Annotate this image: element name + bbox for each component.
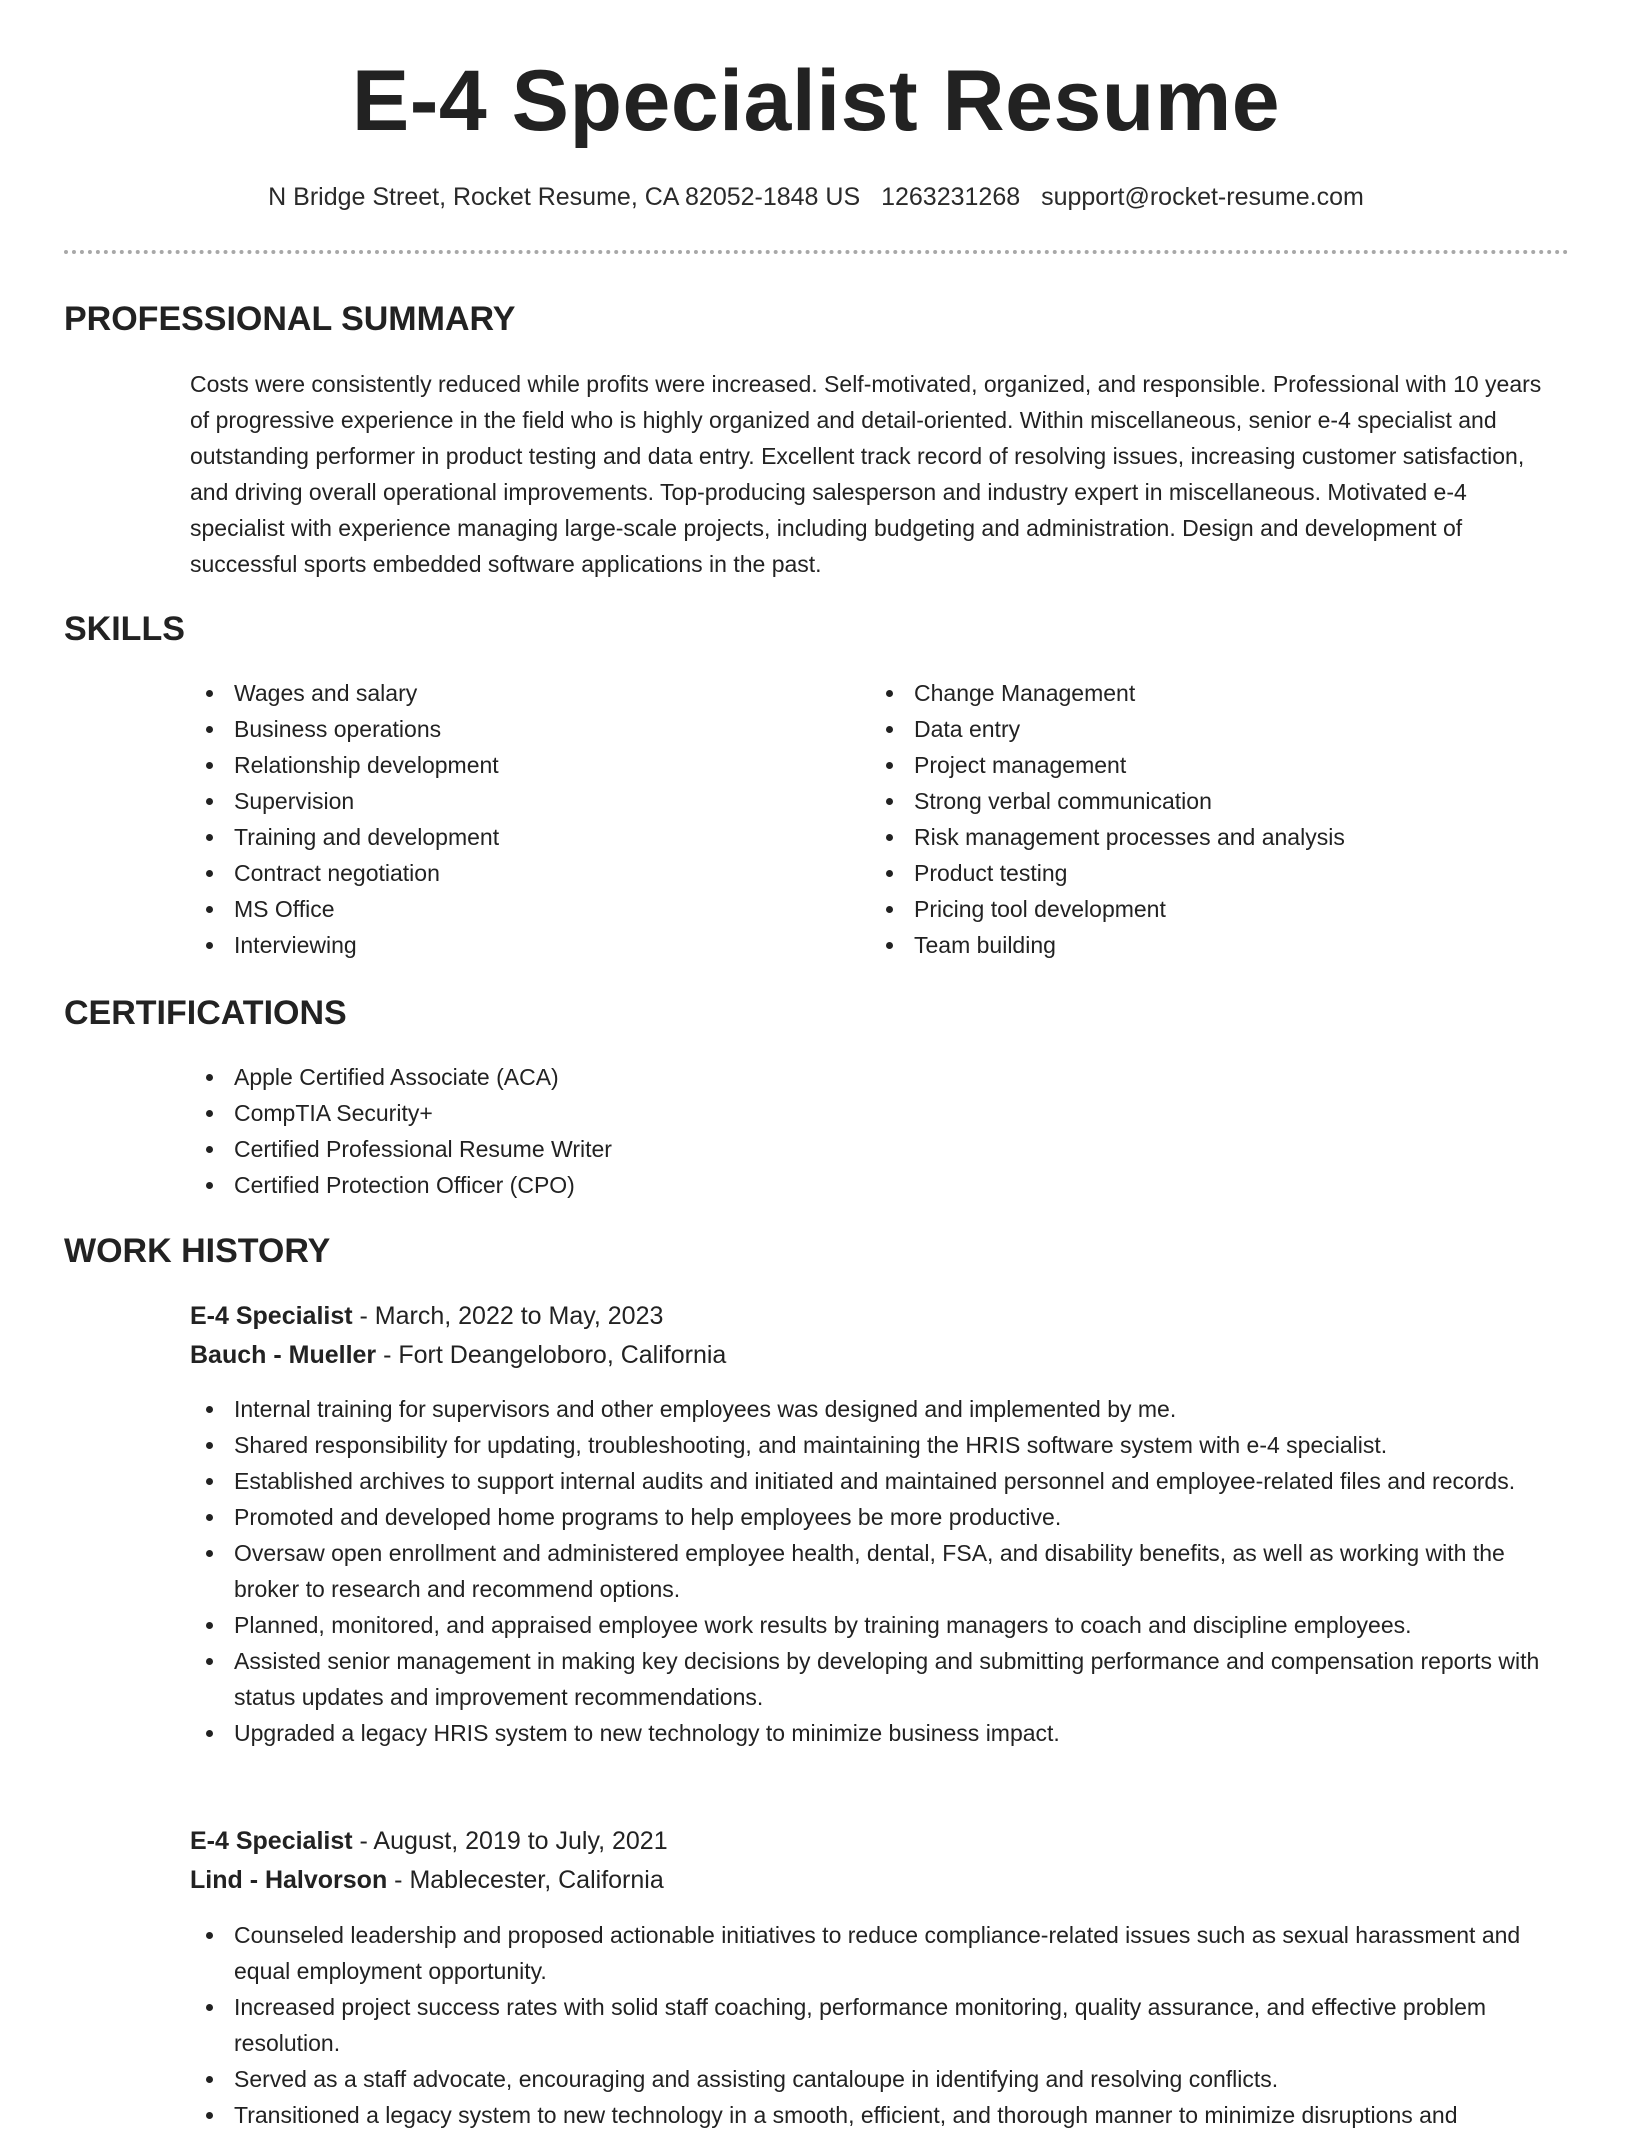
skill-item: Data entry	[870, 711, 1560, 747]
email: support@rocket-resume.com	[1041, 183, 1364, 211]
resume-title: E-4 Specialist Resume	[351, 53, 1281, 149]
work-history-heading: WORK HISTORY	[64, 1232, 331, 1270]
skill-item: Strong verbal communication	[870, 783, 1560, 819]
skill-item: Project management	[870, 747, 1560, 783]
job-bullet: Internal training for supervisors and other employees was designed and implemented by me.	[190, 1391, 1570, 1427]
summary-text: Costs were consistently reduced while profits were increased. Self-motivated, organized, and responsible. Professional with 10 years of progressive experience in the field who is highly organized and detail-oriented. Within miscellaneous, senior e-4 specialist and outstanding performer in product testing and data entry. Excellent track record of resolving issues, increasing customer satisfaction, and driving overall operational improvements. Top-producing salesperson and industry expert in miscellaneous. Motivated e-4 specialist with experience managing large-scale projects, including budgeting and administration. Design and development of successful sports embedded software applications in the past.	[190, 371, 1542, 577]
skill-item: Team building	[870, 927, 1560, 963]
job-bullet: Shared responsibility for updating, troubleshooting, and maintaining the HRIS software system with e-4 specialist.	[190, 1427, 1570, 1463]
certifications-heading: CERTIFICATIONS	[64, 994, 347, 1032]
job-bullet: Counseled leadership and proposed actionable initiatives to reduce compliance-related issues such as sexual harassment and equal employment opportunity.	[190, 1917, 1570, 1989]
skill-item: Contract negotiation	[190, 855, 830, 891]
phone: 1263231268	[881, 183, 1021, 211]
skill-item: Interviewing	[190, 927, 830, 963]
skill-item: MS Office	[190, 891, 830, 927]
job-role: E-4 Specialist	[190, 1827, 353, 1855]
job-company: Bauch - Mueller	[190, 1341, 377, 1369]
skill-item: Business operations	[190, 711, 830, 747]
certification-item: CompTIA Security+	[190, 1095, 1390, 1131]
job-company-line	[190, 1337, 726, 1373]
certification-item: Apple Certified Associate (ACA)	[190, 1059, 1390, 1095]
job-bullet: Oversaw open enrollment and administered employee health, dental, FSA, and disability benefits, as well as working with the broker to research and recommend options.	[190, 1535, 1570, 1607]
certification-item: Certified Protection Officer (CPO)	[190, 1167, 1390, 1203]
skill-item: Product testing	[870, 855, 1560, 891]
contact-line	[0, 181, 1632, 214]
header-divider	[64, 250, 1569, 254]
job-bullet: Upgraded a legacy HRIS system to new technology to minimize business impact.	[190, 1715, 1570, 1751]
skill-item: Change Management	[870, 675, 1560, 711]
skills-heading: SKILLS	[64, 610, 185, 648]
skills-list-left	[190, 675, 830, 963]
job-dates: - March, 2022 to May, 2023	[352, 1302, 664, 1330]
job-role: E-4 Specialist	[190, 1302, 353, 1330]
certifications-list	[190, 1059, 1390, 1203]
job-bullets	[190, 1391, 1570, 1751]
address: N Bridge Street, Rocket Resume, CA 82052-1848 US	[268, 183, 861, 211]
job-bullet: Promoted and developed home programs to help employees be more productive.	[190, 1499, 1570, 1535]
job-title-line	[190, 1823, 668, 1859]
skill-item: Pricing tool development	[870, 891, 1560, 927]
skill-item: Relationship development	[190, 747, 830, 783]
skill-item: Wages and salary	[190, 675, 830, 711]
skill-item: Training and development	[190, 819, 830, 855]
certification-item: Certified Professional Resume Writer	[190, 1131, 1390, 1167]
skill-item: Risk management processes and analysis	[870, 819, 1560, 855]
job-title-line	[190, 1298, 663, 1334]
job-bullets	[190, 1917, 1570, 2133]
skill-item: Supervision	[190, 783, 830, 819]
job-bullet: Transitioned a legacy system to new technology in a smooth, efficient, and thorough manner to minimize disruptions and	[190, 2097, 1570, 2133]
job-bullet: Increased project success rates with solid staff coaching, performance monitoring, quality assurance, and effective problem resolution.	[190, 1989, 1570, 2061]
job-company-line	[190, 1862, 664, 1898]
job-location: - Fort Deangeloboro, California	[376, 1341, 727, 1369]
summary-heading: PROFESSIONAL SUMMARY	[64, 300, 516, 338]
job-bullet: Planned, monitored, and appraised employee work results by training managers to coach and discipline employees.	[190, 1607, 1570, 1643]
job-bullet: Served as a staff advocate, encouraging and assisting cantaloupe in identifying and resolving conflicts.	[190, 2061, 1570, 2097]
job-dates: - August, 2019 to July, 2021	[352, 1827, 668, 1855]
skills-list-right	[870, 675, 1560, 963]
job-bullet: Established archives to support internal audits and initiated and maintained personnel and employee-related files and records.	[190, 1463, 1570, 1499]
job-location: - Mablecester, California	[387, 1866, 664, 1894]
job-company: Lind - Halvorson	[190, 1866, 388, 1894]
job-bullet: Assisted senior management in making key decisions by developing and submitting performance and compensation reports with status updates and improvement recommendations.	[190, 1643, 1570, 1715]
